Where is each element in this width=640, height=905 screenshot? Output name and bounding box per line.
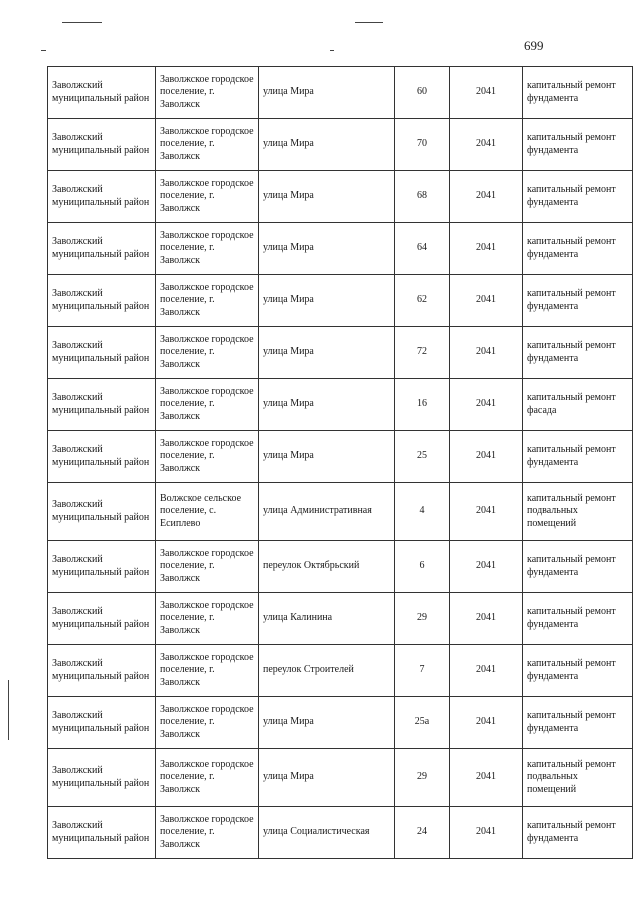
year-cell: 2041 [450,483,523,541]
district-cell: Заволжский муниципальный район [48,749,156,807]
municipality-cell: Заволжское городское поселение, г. Заволжск [156,807,259,859]
table-row [48,223,633,275]
municipality-cell: Заволжское городское поселение, г. Заволжск [156,749,259,807]
district-cell: Заволжский муниципальный район [48,379,156,431]
municipality-cell: Заволжское городское поселение, г. Заволжск [156,541,259,593]
work-type-cell: капитальный ремонт фасада [523,379,633,431]
table-row [48,171,633,223]
district-cell: Заволжский муниципальный район [48,593,156,645]
district-cell: Заволжский муниципальный район [48,67,156,119]
work-type-cell: капитальный ремонт фундамента [523,171,633,223]
table-row [48,431,633,483]
street-cell: улица Мира [259,379,395,431]
table-row [48,807,633,859]
house-number-cell: 6 [395,541,450,593]
house-number-cell: 70 [395,119,450,171]
house-number-cell: 25 [395,431,450,483]
table-row [48,379,633,431]
district-cell: Заволжский муниципальный район [48,483,156,541]
year-cell: 2041 [450,645,523,697]
street-cell: улица Мира [259,697,395,749]
scan-line-top-left [62,22,102,23]
table-row [48,645,633,697]
table-row [48,119,633,171]
district-cell: Заволжский муниципальный район [48,697,156,749]
district-cell: Заволжский муниципальный район [48,223,156,275]
municipality-cell: Заволжское городское поселение, г. Заволжск [156,697,259,749]
street-cell: переулок Строителей [259,645,395,697]
table-row [48,749,633,807]
street-cell: улица Мира [259,327,395,379]
scan-dash-left [41,50,46,51]
work-type-cell: капитальный ремонт фундамента [523,119,633,171]
house-number-cell: 29 [395,593,450,645]
street-cell: улица Мира [259,275,395,327]
street-cell: улица Административная [259,483,395,541]
house-number-cell: 16 [395,379,450,431]
work-type-cell: капитальный ремонт фундамента [523,697,633,749]
year-cell: 2041 [450,697,523,749]
table-row [48,275,633,327]
house-number-cell: 4 [395,483,450,541]
municipality-cell: Заволжское городское поселение, г. Заволжск [156,593,259,645]
district-cell: Заволжский муниципальный район [48,327,156,379]
street-cell: улица Мира [259,223,395,275]
municipality-cell: Волжское сельское поселение, с. Есиплево [156,483,259,541]
house-number-cell: 7 [395,645,450,697]
street-cell: улица Калинина [259,593,395,645]
street-cell: улица Мира [259,749,395,807]
year-cell: 2041 [450,379,523,431]
street-cell: улица Мира [259,431,395,483]
work-type-cell: капитальный ремонт фундамента [523,223,633,275]
district-cell: Заволжский муниципальный район [48,431,156,483]
year-cell: 2041 [450,541,523,593]
table-body [48,67,633,859]
scan-margin-bar [8,680,9,740]
table-row [48,67,633,119]
page-number: 699 [524,38,544,53]
house-number-cell: 72 [395,327,450,379]
municipality-cell: Заволжское городское поселение, г. Заволжск [156,171,259,223]
municipality-cell: Заволжское городское поселение, г. Заволжск [156,223,259,275]
district-cell: Заволжский муниципальный район [48,645,156,697]
year-cell: 2041 [450,431,523,483]
house-number-cell: 64 [395,223,450,275]
street-cell: улица Мира [259,119,395,171]
scan-line-top-right [355,22,383,23]
table-row [48,593,633,645]
work-type-cell: капитальный ремонт фундамента [523,431,633,483]
year-cell: 2041 [450,223,523,275]
table-row [48,483,633,541]
work-type-cell: капитальный ремонт фундамента [523,593,633,645]
district-cell: Заволжский муниципальный район [48,171,156,223]
house-number-cell: 25а [395,697,450,749]
municipality-cell: Заволжское городское поселение, г. Заволжск [156,645,259,697]
municipality-cell: Заволжское городское поселение, г. Заволжск [156,327,259,379]
house-number-cell: 60 [395,67,450,119]
year-cell: 2041 [450,275,523,327]
house-number-cell: 29 [395,749,450,807]
table-row [48,541,633,593]
district-cell: Заволжский муниципальный район [48,275,156,327]
work-type-cell: капитальный ремонт фундамента [523,807,633,859]
municipality-cell: Заволжское городское поселение, г. Заволжск [156,119,259,171]
street-cell: улица Мира [259,171,395,223]
repair-schedule-table [47,66,633,859]
municipality-cell: Заволжское городское поселение, г. Заволжск [156,431,259,483]
district-cell: Заволжский муниципальный район [48,807,156,859]
municipality-cell: Заволжское городское поселение, г. Заволжск [156,379,259,431]
table-row [48,697,633,749]
year-cell: 2041 [450,807,523,859]
district-cell: Заволжский муниципальный район [48,119,156,171]
municipality-cell: Заволжское городское поселение, г. Заволжск [156,67,259,119]
house-number-cell: 68 [395,171,450,223]
work-type-cell: капитальный ремонт подвальных помещений [523,749,633,807]
street-cell: улица Социалистическая [259,807,395,859]
year-cell: 2041 [450,119,523,171]
street-cell: переулок Октябрьский [259,541,395,593]
municipality-cell: Заволжское городское поселение, г. Заволжск [156,275,259,327]
work-type-cell: капитальный ремонт фундамента [523,541,633,593]
scan-dash-mid [330,50,334,51]
district-cell: Заволжский муниципальный район [48,541,156,593]
year-cell: 2041 [450,749,523,807]
street-cell: улица Мира [259,67,395,119]
work-type-cell: капитальный ремонт фундамента [523,275,633,327]
year-cell: 2041 [450,171,523,223]
house-number-cell: 62 [395,275,450,327]
work-type-cell: капитальный ремонт фундамента [523,327,633,379]
work-type-cell: капитальный ремонт подвальных помещений [523,483,633,541]
house-number-cell: 24 [395,807,450,859]
year-cell: 2041 [450,67,523,119]
year-cell: 2041 [450,327,523,379]
year-cell: 2041 [450,593,523,645]
work-type-cell: капитальный ремонт фундамента [523,67,633,119]
table-row [48,327,633,379]
work-type-cell: капитальный ремонт фундамента [523,645,633,697]
